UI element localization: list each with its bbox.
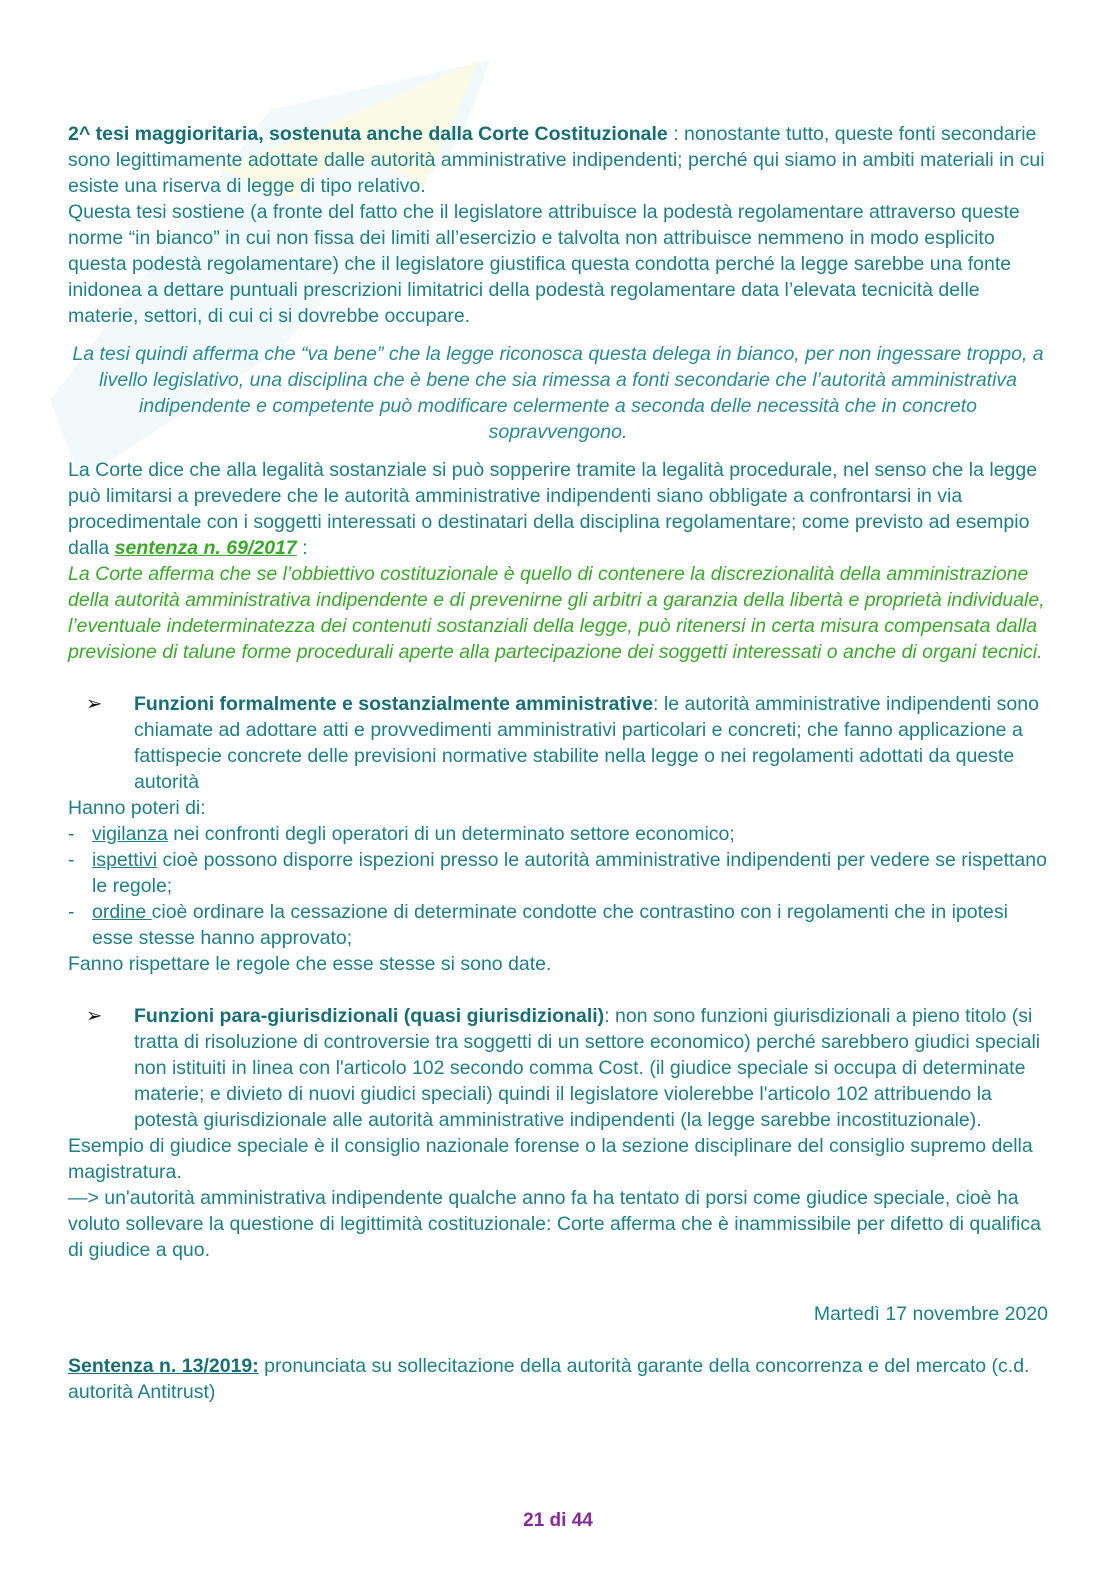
paragraph-giudice-speciale: Esempio di giudice speciale è il consiglio nazionale forense o la sezione disciplinare del consiglio supremo della magistratura. <box>68 1135 1033 1183</box>
list-item: - ordine cioè ordinare la cessazione di determinate condotte che contrastino con i regolamenti che in ipotesi esse stesse hanno approvato; <box>68 901 1008 949</box>
arrow-bullet-icon: ➢ <box>86 693 103 715</box>
paragraph-sentenza-13: Sentenza n. 13/2019: pronunciata su sollecitazione della autorità garante della concorrenza e del mercato (c.d. autorità Antitrust) <box>68 1355 1030 1403</box>
list-item: - vigilanza nei confronti degli operatori di un determinato settore economico; <box>68 823 735 845</box>
paragraph-autorita: —> un'autorità amministrativa indipendente qualche anno fa ha tentato di porsi come giudice speciale, cioè ha voluto sollevare la questione di legittimità costituzionale: Corte afferma che è inammissibile per difetto di qualifica di giudice a quo. <box>68 1187 1041 1261</box>
arrow-bullet-icon: ➢ <box>86 1005 103 1027</box>
page-number: 21 di 44 <box>523 1510 593 1531</box>
sentenza-69-link[interactable]: sentenza n. 69/2017 <box>114 537 297 559</box>
paragraph-tesi-detail: Questa tesi sostiene (a fronte del fatto che il legislatore attribuisce la podestà regolamentare attraverso queste norme “in bianco” in cui non fissa dei limiti all’esercizio e talvolta non attribuisce nemmeno in modo esplicito questa podestà regolamentare) che il legislatore giustifica questa condotta perché la legge sarebbe una fonte inidonea a dettare puntuali prescrizioni limitatrici della podestà regolamentare data l’elevata tecnicità delle materie, settori, di cui ci si dovrebbe occupare. <box>68 201 1020 327</box>
bullet-funzioni-para-giurisdizionali: ➢ Funzioni para-giurisdizionali (quasi giurisdizionali): non sono funzioni giurisdizionali a pieno titolo (si tratta di risoluzione di controversie tra soggetti di un settore economico) perché sarebbero giudici speciali non istituiti in linea con l'articolo 102 secondo comma Cost. (il giudice speciale si occupa di determinate materie; e divieto di nuovi giudici speciali) quindi il legislatore violerebbe l'articolo 102 attribuendo la potestà giurisdizionale alle autorità amministrative indipendenti (la legge sarebbe incostituzionale). <box>68 1003 1048 1133</box>
paragraph-tesi: 2^ tesi maggioritaria, sostenuta anche dalla Corte Costituzionale : nonostante tutto, queste fonti secondarie sono legittimamente adottate dalle autorità amministrative indipendenti; perché qui siamo in ambiti materiali in cui esiste una riserva di legge di tipo relativo. <box>68 123 1045 197</box>
lecture-date: Martedì 17 novembre 2020 <box>813 1303 1048 1325</box>
list-item: - ispettivi cioè possono disporre ispezioni presso le autorità amministrative indipendenti per vedere se rispettano le regole; <box>68 849 1047 897</box>
paragraph-legalita: La Corte dice che alla legalità sostanziale si può sopperire tramite la legalità procedurale, nel senso che la legge può limitarsi a prevedere che le autorità amministrative indipendenti siano obbligate a confrontarsi in via procedimentale con i soggetti interessati o destinatari della disciplina regolamentare; come previsto ad esempio dalla sentenza n. 69/2017 : <box>68 459 1038 559</box>
italic-quote: La tesi quindi afferma che “va bene” che la legge riconosca questa delega in bianco, per non ingessare troppo, a livello legislativo, una disciplina che è bene che sia rimessa a fonti secondarie che l’autorità amministrativa indipendente e competente può modificare celermente a seconda delle necessità che in concreto sopravvengono. <box>72 343 1044 443</box>
green-quote: La Corte afferma che se l’obbiettivo costituzionale è quello di contenere la discrezionalità della amministrazione della autorità amministrativa indipendente e di prevenirne gli arbitri a garanzia della libertà e proprietà individuale, l’eventuale indeterminatezza dei contenuti sostanziali della legge, può ritenersi in certa misura compensata dalla previsione di talune forme procedurali aperte alla partecipazione dei soggetti interessati o anche di organi tecnici. <box>68 563 1045 663</box>
bullet-funzioni-amministrative: ➢ Funzioni formalmente e sostanzialmente amministrative: le autorità amministrative indipendenti sono chiamate ad adottare atti e provvedimenti amministrativi particolari e concreti; che fanno applicazione a fattispecie concrete delle previsioni normative stabilite nella legge o nei regolamenti adottati da queste autorità <box>68 691 1048 795</box>
powers-outro: Fanno rispettare le regole che esse stesse si sono date. <box>68 953 552 975</box>
document-page <box>68 121 1048 1405</box>
powers-intro: Hanno poteri di: <box>68 797 206 819</box>
